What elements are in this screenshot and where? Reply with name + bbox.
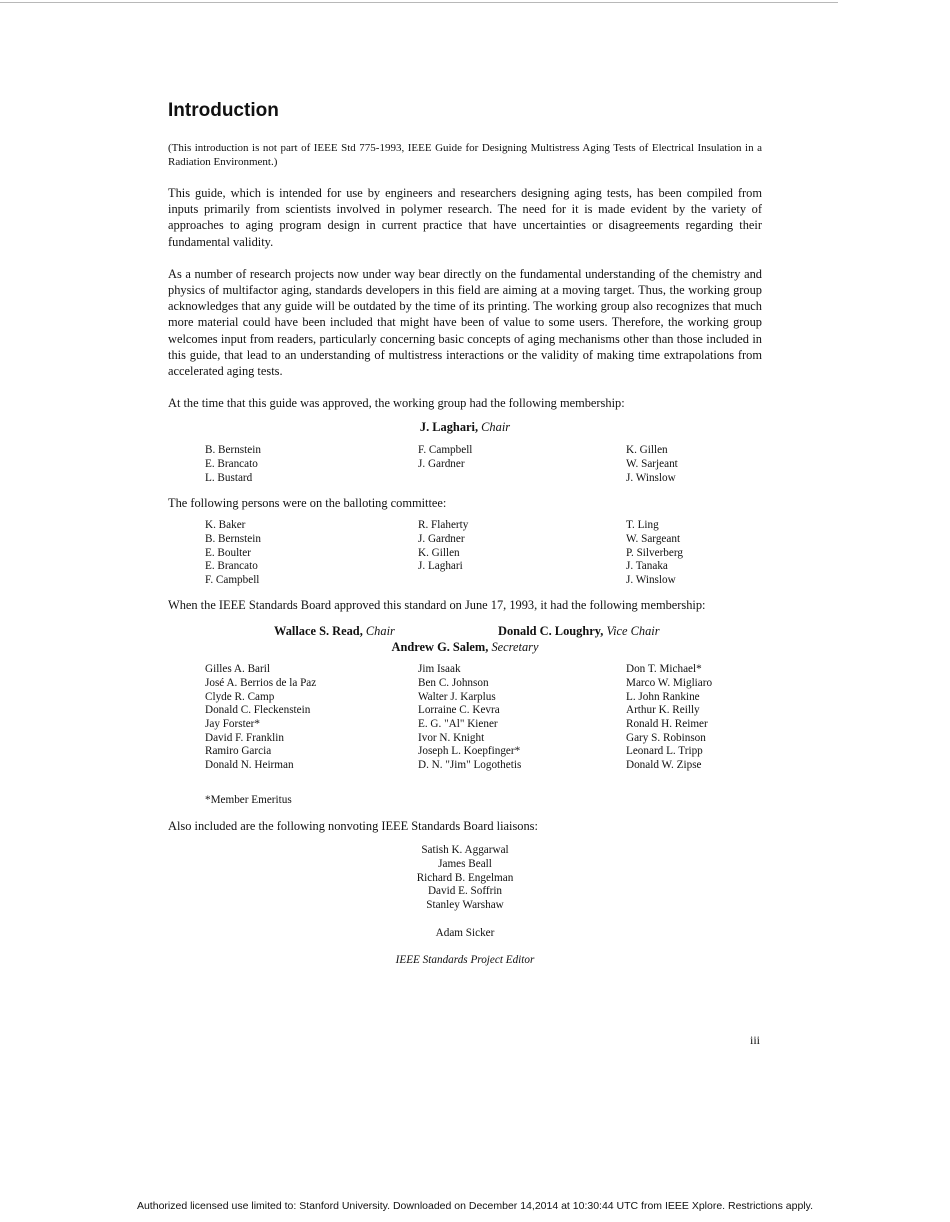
- member-name: E. Boulter: [205, 546, 251, 559]
- working-group-chair-name: J. Laghari,: [419, 420, 479, 435]
- member-name: José A. Berrios de la Paz: [205, 676, 317, 689]
- board-chair: [274, 623, 395, 639]
- member-name: W. Sargeant: [626, 532, 681, 545]
- member-column: [418, 663, 521, 773]
- member-name: P. Silverberg: [626, 546, 683, 559]
- member-name: Jay Forster*: [205, 718, 260, 731]
- member-name: L. Bustard: [205, 471, 253, 484]
- board-vice-chair-role: Vice Chair: [606, 624, 660, 639]
- member-name: Arthur K. Reilly: [626, 704, 700, 717]
- member-name: Donald C. Fleckenstein: [205, 704, 311, 717]
- member-name: David E. Soffrin: [427, 885, 503, 898]
- member-column: [418, 444, 472, 471]
- project-editor-name: Adam Sicker: [435, 926, 495, 939]
- standards-board-intro: When the IEEE Standards Board approved this standard on June 17, 1993, it had the following membership:: [168, 598, 706, 613]
- member-name: Richard B. Engelman: [416, 871, 514, 884]
- member-name: K. Gillen: [418, 546, 460, 559]
- project-editor-title: IEEE Standards Project Editor: [395, 953, 535, 966]
- member-column: [205, 444, 261, 485]
- member-name: Lorraine C. Kevra: [418, 704, 500, 717]
- member-name: David F. Franklin: [205, 731, 284, 744]
- member-name: Donald W. Zipse: [626, 759, 702, 772]
- standards-board-members: [168, 663, 762, 773]
- standards-board-chairs: [168, 623, 762, 639]
- member-name: Donald N. Heirman: [205, 759, 294, 772]
- member-name: Ivor N. Knight: [418, 731, 485, 744]
- board-secretary: [168, 639, 762, 655]
- working-group-intro: At the time that this guide was approved, the working group had the following membership:: [168, 396, 625, 411]
- member-name: Don T. Michael*: [626, 663, 702, 676]
- member-name: D. N. "Jim" Logothetis: [418, 759, 522, 772]
- board-chair-role: Chair: [365, 624, 395, 639]
- balloting-intro: The following persons were on the balloting committee:: [168, 496, 447, 511]
- member-name: J. Winslow: [626, 574, 676, 587]
- document-page: [168, 100, 762, 967]
- liaisons-list: [168, 844, 762, 913]
- member-name: K. Gillen: [626, 444, 668, 457]
- member-name: Jim Isaak: [418, 663, 461, 676]
- board-secretary-name: Andrew G. Salem,: [391, 640, 489, 655]
- member-column: [205, 519, 261, 588]
- member-name: Joseph L. Koepfinger*: [418, 745, 521, 758]
- member-name: J. Winslow: [626, 471, 676, 484]
- member-name: E. Brancato: [205, 457, 258, 470]
- member-column: [626, 663, 712, 773]
- member-name: Walter J. Karplus: [418, 690, 496, 703]
- board-vice-chair: [498, 623, 660, 639]
- member-name: B. Bernstein: [205, 444, 261, 457]
- member-name: E. Brancato: [205, 560, 258, 573]
- member-name: Stanley Warshaw: [426, 899, 504, 912]
- member-emeritus-footnote: *Member Emeritus: [205, 794, 292, 807]
- balloting-members: [168, 519, 762, 587]
- member-name: R. Flaherty: [418, 519, 469, 532]
- paragraph-research: As a number of research projects now under way bear directly on the fundamental understanding of the chemistry and physics of multifactor aging, standards developers in this field are aiming at a moving target. Thus, the working group acknowledges that any guide will be outdated by the time of its printing. The working group also recognizes that much more material could have been included that might have been of value to some users. Therefore, the working group welcomes input from readers, particularly concerning basic concepts of aging mechanisms other than those included in this guide, that lead to an understanding of multistress interactions or the validity of making time extrapolations from accelerated aging tests.: [168, 266, 762, 379]
- member-name: J. Tanaka: [626, 560, 668, 573]
- member-name: Gilles A. Baril: [205, 663, 270, 676]
- working-group-members: [168, 444, 762, 485]
- page-title: Introduction: [168, 100, 279, 121]
- member-column: [205, 663, 316, 773]
- member-name: L. John Rankine: [626, 690, 700, 703]
- member-name: T. Ling: [626, 519, 659, 532]
- board-chair-name: Wallace S. Read,: [274, 624, 363, 639]
- member-name: J. Laghari: [418, 560, 463, 573]
- member-name: J. Gardner: [418, 532, 465, 545]
- paragraph-purpose: This guide, which is intended for use by engineers and researchers designing aging tests, has been compiled from inputs primarily from scientists involved in polymer research. The need for it is made evident by the variety of approaches to aging program design in current practice that have uncertainties or disagreements regarding their fundamental validity.: [168, 186, 762, 249]
- member-name: Ben C. Johnson: [418, 676, 489, 689]
- member-column: [418, 519, 468, 574]
- member-name: F. Campbell: [418, 444, 473, 457]
- member-column: [626, 519, 683, 588]
- member-name: Satish K. Aggarwal: [421, 844, 509, 857]
- member-name: Clyde R. Camp: [205, 690, 275, 703]
- top-rule: [0, 2, 838, 3]
- license-footer: Authorized licensed use limited to: Stanford University. Downloaded on December 14,2014 at 10:30:44 UTC from IEEE Xplore. Restrictions apply.: [136, 1200, 814, 1212]
- page-number: iii: [750, 1033, 761, 1047]
- member-column: [626, 444, 678, 485]
- intro-note: (This introduction is not part of IEEE Std 775-1993, IEEE Guide for Designing Multistress Aging Tests of Electrical Insulation in a Radiation Environment.): [168, 142, 762, 168]
- member-name: Marco W. Migliaro: [626, 676, 713, 689]
- member-name: B. Bernstein: [205, 532, 261, 545]
- member-name: James Beall: [438, 857, 492, 870]
- member-name: F. Campbell: [205, 574, 260, 587]
- member-name: Leonard L. Tripp: [626, 745, 703, 758]
- member-name: Ronald H. Reimer: [626, 718, 708, 731]
- board-secretary-role: Secretary: [491, 640, 539, 655]
- member-name: K. Baker: [205, 519, 246, 532]
- liaisons-intro: Also included are the following nonvoting IEEE Standards Board liaisons:: [168, 819, 538, 834]
- member-name: Ramiro Garcia: [205, 745, 272, 758]
- member-name: E. G. "Al" Kiener: [418, 718, 498, 731]
- working-group-chair-role: Chair: [481, 420, 511, 435]
- member-name: J. Gardner: [418, 457, 465, 470]
- working-group-chair: [168, 419, 762, 435]
- member-name: W. Sarjeant: [626, 457, 678, 470]
- board-vice-chair-name: Donald C. Loughry,: [498, 624, 604, 639]
- member-name: Gary S. Robinson: [626, 731, 706, 744]
